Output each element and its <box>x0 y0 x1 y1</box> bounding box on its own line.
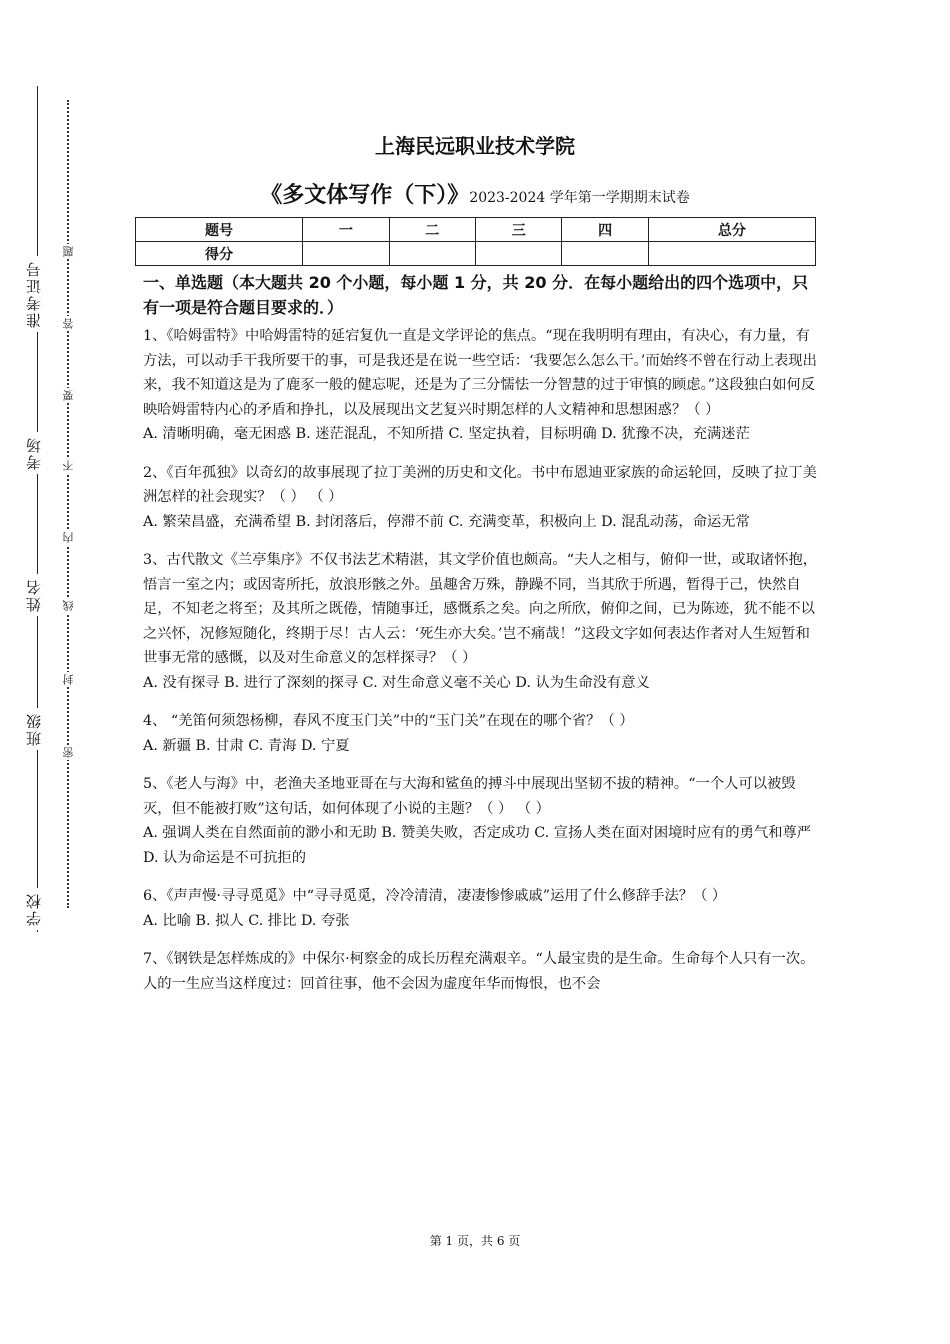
question-item <box>143 947 821 996</box>
question-options: A. 比喻 B. 拟人 C. 排比 D. 夸张 <box>143 912 350 929</box>
school-label: 学校 <box>23 888 44 930</box>
school-title: 上海民远职业技术学院 <box>375 134 575 158</box>
term-info: 2023-2024 学年第一学期期末试卷 <box>469 190 690 206</box>
score-header-cell: 四 <box>562 218 648 242</box>
section-heading: 一、单选题（本大题共 20 个小题，每小题 1 分，共 20 分．在每小题给出的四个选项中，只有一项是符合题目要求的．） <box>143 273 809 317</box>
exam-room-label: 考场 <box>23 432 44 474</box>
score-cell <box>475 242 561 266</box>
question-item <box>143 709 821 758</box>
question-item <box>143 884 821 933</box>
seal-dotted-line <box>67 100 69 908</box>
score-header-cell: 题号 <box>136 218 303 242</box>
page-footer: 第 1 页，共 6 页 <box>429 1234 521 1248</box>
course-name: 《多文体写作（下）》 <box>260 183 470 208</box>
seal-char: 题 <box>62 246 75 257</box>
score-table <box>135 217 816 266</box>
question-options: A. 强调人类在自然面前的渺小和无助 B. 赞美失败，否定成功 C. 宣扬人类在面对困境时应有的勇气和尊严 D. 认为命运是不可抗拒的 <box>143 825 812 866</box>
score-header-cell: 二 <box>389 218 475 242</box>
seal-char: 封 <box>62 674 75 685</box>
question-text: 4、 “羌笛何须怨杨柳，春风不度玉门关”中的“玉门关”在现在的哪个省？（ ） <box>143 713 634 729</box>
exam-title <box>0 178 950 209</box>
seal-char: 答 <box>62 318 75 329</box>
score-row-label: 得分 <box>136 242 303 266</box>
seal-char: 要 <box>62 390 75 401</box>
score-table-header-row <box>136 218 816 242</box>
question-text: 3、古代散文《兰亭集序》不仅书法艺术精湛，其文学价值也颇高。“夫人之相与，俯仰一世，或取诸怀抱，悟言一室之内；或因寄所托，放浪形骸之外。虽趣舍万殊，静躁不同，当其欣于所遇，暂得于己，快然自足，不知老之将至；及其所之既倦，情随事迁，感慨系之矣。向之所欣，俯仰之间，已为陈迹，犹不能不以之兴怀，况修短随化，终期于尽！古人云：‘死生亦大矣。’岂不痛哉！”这段文字如何表达作者对人生短暂和世事无常的感慨，以及对生命意义的怎样探寻？（ ） <box>143 552 818 666</box>
question-options: A. 新疆 B. 甘肃 C. 青海 D. 宁夏 <box>143 737 350 754</box>
binding-solid-line <box>37 86 38 932</box>
score-cell <box>389 242 475 266</box>
question-options: A. 繁荣昌盛，充满希望 B. 封闭落后，停滞不前 C. 充满变革，积极向上 D. 混乱动荡，命运无常 <box>143 513 750 530</box>
question-options: A. 清晰明确，毫无困惑 B. 迷茫混乱，不知所措 C. 坚定执着，目标明确 D. 犹豫不决，充满迷茫 <box>143 426 750 442</box>
question-text: 2、《百年孤独》以奇幻的故事展现了拉丁美洲的历史和文化。书中布恩迪亚家族的命运轮回，反映了拉丁美洲怎样的社会现实？（ ） （ ） <box>143 464 817 505</box>
score-cell <box>562 242 648 266</box>
question-text: 6、《声声慢·寻寻觅觅》中“寻寻觅觅，冷冷清清，凄凄惨惨戚戚”运用了什么修辞手法？（ ） <box>143 888 727 904</box>
question-text: 1、《哈姆雷特》中哈姆雷特的延宕复仇一直是文学评论的焦点。“现在我明明有理由，有决心，有力量，有方法，可以动手干我所要干的事，可是我还是在说一些空话：‘我要怎么怎么干。’而始终不曾在行动上表现出来，我不知道这是为了鹿豕一般的健忘呢，还是为了三分懦怯一分智慧的过于审慎的顾虑。”这段独白如何反映哈姆雷特内心的矛盾和挣扎，以及展现出文艺复兴时期怎样的人文精神和思想困惑？（ ） <box>143 328 817 418</box>
name-label: 姓名 <box>23 574 44 616</box>
score-cell <box>303 242 389 266</box>
question-text: 7、《钢铁是怎样炼成的》中保尔·柯察金的成长历程充满艰辛。“人最宝贵的是生命。生命每个人只有一次。人的一生应当这样度过：回首往事，他不会因为虚度年华而悔恨，也不会 <box>143 951 815 992</box>
seal-char: 内 <box>62 532 75 543</box>
score-header-cell: 三 <box>475 218 561 242</box>
admission-number-label: 准考证号 <box>23 256 44 332</box>
exam-content <box>143 270 821 1010</box>
question-item <box>143 772 821 870</box>
question-text: 5、《老人与海》中，老渔夫圣地亚哥在与大海和鲨鱼的搏斗中展现出坚韧不拔的精神。“一个人可以被毁灭，但不能被打败”这句话，如何体现了小说的主题？（ ） （ ） <box>143 776 796 817</box>
class-label: 班级 <box>23 708 44 750</box>
question-item <box>143 461 821 535</box>
question-item <box>143 324 821 447</box>
score-cell <box>648 242 815 266</box>
score-header-cell: 总分 <box>648 218 815 242</box>
question-item <box>143 548 821 695</box>
score-table-score-row <box>136 242 816 266</box>
score-header-cell: 一 <box>303 218 389 242</box>
question-options: A. 没有探寻 B. 进行了深刻的探寻 C. 对生命意义毫不关心 D. 认为生命没有意义 <box>143 674 650 691</box>
seal-char: 不 <box>62 460 75 471</box>
seal-char: 密 <box>62 747 75 758</box>
seal-char: 线 <box>62 600 75 611</box>
